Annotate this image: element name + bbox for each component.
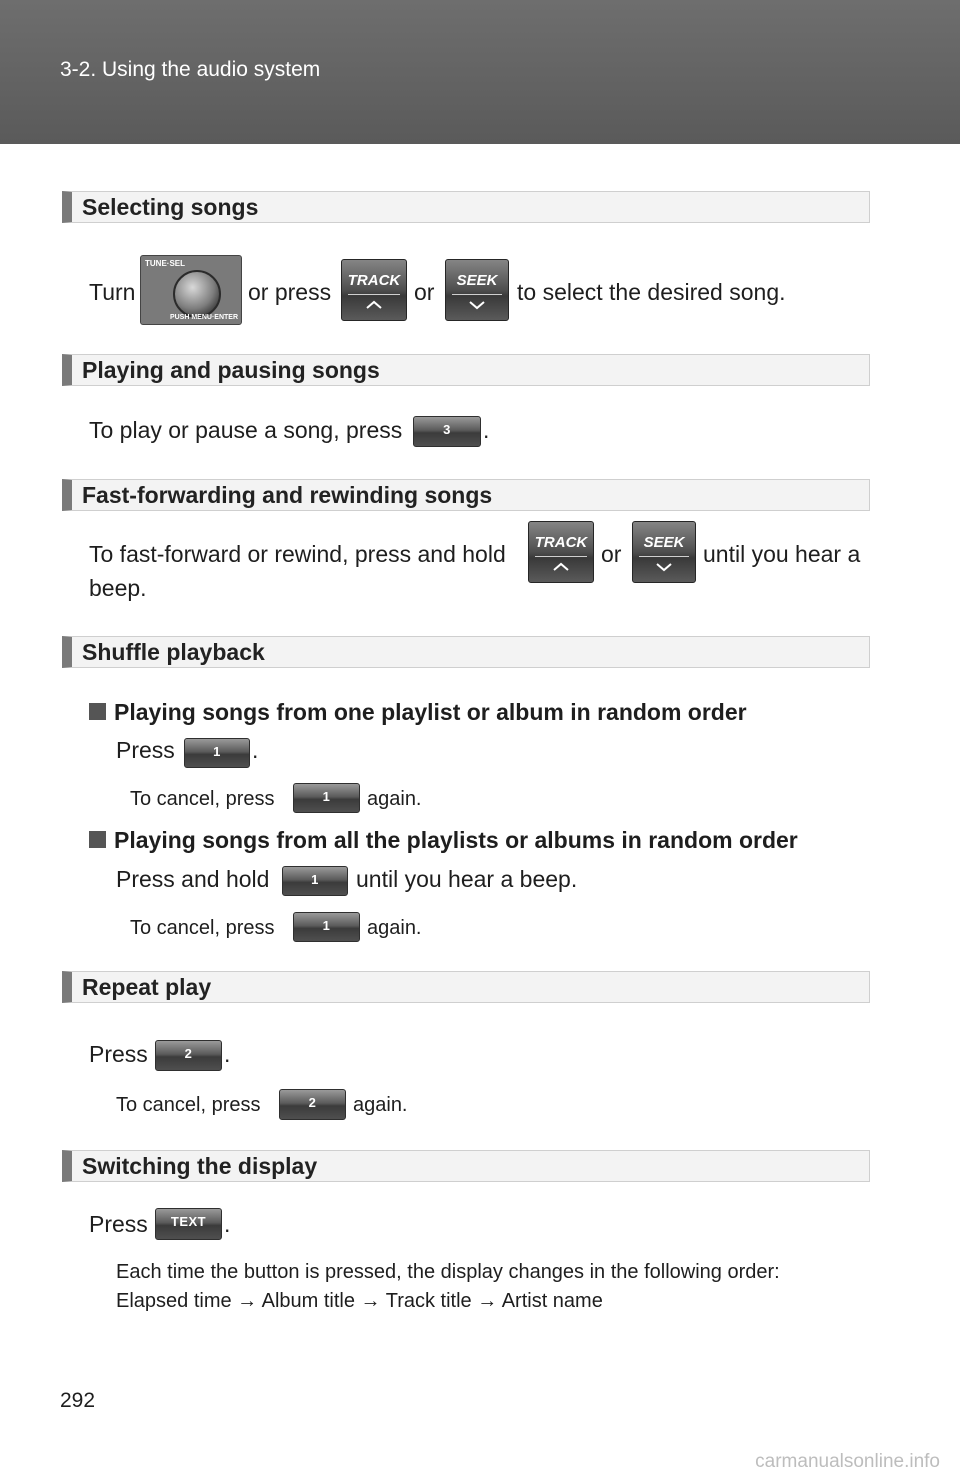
text-press: Press [116,737,175,763]
text-cancel: To cancel, press [130,788,275,810]
text-play-pause: To play or pause a song, press [89,417,403,443]
section-title-selecting: Selecting songs [82,194,259,220]
text-select-song: to select the desired song. [517,279,786,305]
text-cancel: To cancel, press [116,1094,261,1116]
section-title-repeat: Repeat play [82,974,212,1000]
text-button-icon: TEXT [155,1208,222,1240]
subheading-all-playlists [89,825,798,855]
seek-label: SEEK [643,534,685,551]
track-up-button-icon [341,259,407,321]
knob-top-label: TUNE·SEL [145,259,185,268]
text-period: . [483,417,490,443]
track-up-button-icon [528,521,594,583]
track-label: TRACK [534,534,588,551]
text-ff-hold: To fast-forward or rewind, press and hold [89,541,506,567]
section-bar-shuffle [62,636,870,668]
header-section-title: 3-2. Using the audio system [60,58,321,81]
text-beep: beep. [89,575,147,601]
seek-label: SEEK [456,272,498,289]
text-press: Press [89,1211,148,1237]
chevron-down-icon [468,300,486,310]
watermark: carmanualsonline.info [755,1451,940,1472]
text-period: . [224,1041,231,1067]
text-or: or [414,279,435,305]
section-bar-playing [62,354,870,386]
preset-1-button-icon: 1 [293,783,360,813]
square-bullet-icon [89,831,106,848]
text-press: Press [89,1041,148,1067]
preset-2-button-icon: 2 [279,1089,346,1120]
section-bar-repeat [62,971,870,1003]
subheading-one-playlist-text: Playing songs from one playlist or album in random order [114,699,747,725]
seek-down-button-icon [445,259,509,321]
text-again: again. [367,788,422,810]
preset-2-button-icon: 2 [155,1040,222,1071]
text-again: again. [353,1094,408,1116]
section-title-shuffle: Shuffle playback [82,639,265,665]
text-or-press: or press [248,279,332,305]
text-turn: Turn [89,279,136,305]
text-or: or [601,541,622,567]
section-bar-selecting [62,191,870,223]
seek-down-button-icon [632,521,696,583]
square-bullet-icon [89,703,106,720]
tune-sel-knob-icon [140,255,242,325]
text-cancel: To cancel, press [130,917,275,939]
knob-bottom-label: PUSH MENU·ENTER [169,314,238,321]
track-label: TRACK [347,272,401,289]
chevron-up-icon [552,562,570,572]
section-title-fastforward: Fast-forwarding and rewinding songs [82,482,493,508]
preset-3-button-icon: 3 [413,416,481,447]
section-bar-fastforward [62,479,870,511]
text-period: . [224,1211,231,1237]
display-order-sequence: Elapsed time → Album title → Track title → Artist name [116,1290,603,1312]
section-title-playing: Playing and pausing songs [82,357,380,383]
text-until: until you hear a [703,541,861,567]
subheading-all-playlists-text: Playing songs from all the playlists or albums in random order [114,827,798,853]
display-order-note: Each time the button is pressed, the display changes in the following order: [116,1261,780,1283]
subheading-one-playlist [89,697,747,727]
preset-1-button-icon: 1 [293,912,360,942]
chevron-down-icon [655,562,673,572]
text-period: . [252,737,259,763]
text-press-hold: Press and hold [116,866,270,892]
section-bar-display [62,1150,870,1182]
section-title-display: Switching the display [82,1153,318,1179]
chevron-up-icon [365,300,383,310]
preset-1-button-icon: 1 [184,738,250,768]
text-again: again. [367,917,422,939]
preset-1-button-icon: 1 [282,866,348,896]
knob-dial [173,270,221,318]
text-until-beep: until you hear a beep. [356,866,578,892]
page-number: 292 [60,1389,96,1412]
